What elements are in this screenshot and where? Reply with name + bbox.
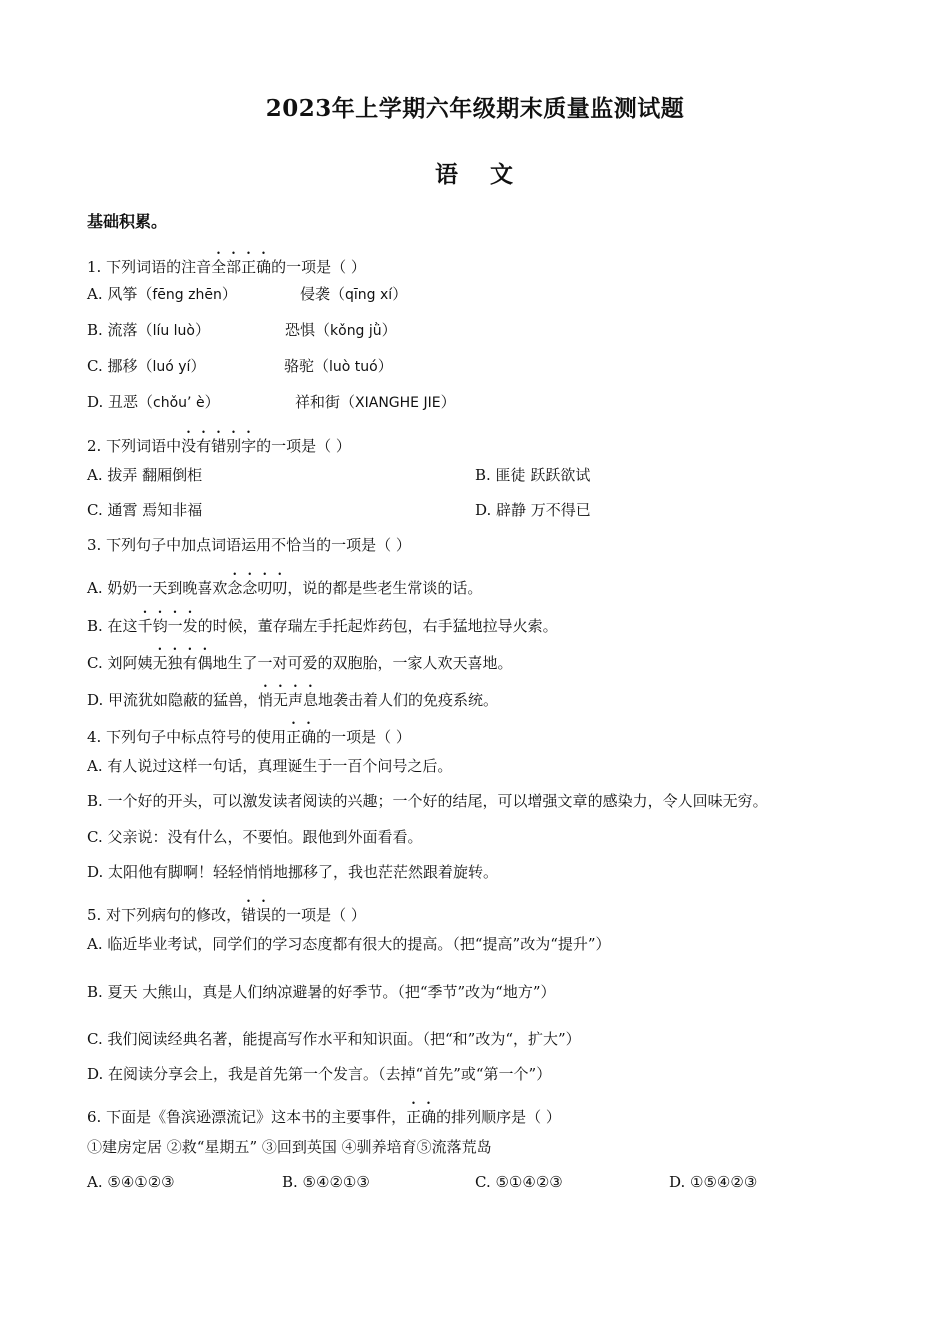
q1-a2-label: 侵袭（ bbox=[300, 285, 346, 303]
q1-d2-pinyin: XIANGHE JIE bbox=[355, 395, 441, 411]
subject-title: 语 文 bbox=[434, 161, 525, 188]
q1-a-label: A. 风筝（ bbox=[87, 285, 153, 303]
q4-option-c: C. 父亲说：没有什么，不要怕。跟他到外面看看。 bbox=[87, 828, 423, 846]
q2-option-d: D. 辟静 万不得已 bbox=[475, 501, 591, 519]
q1-b2-label: 恐惧（ bbox=[285, 321, 331, 339]
q3-b-pre: B. 在这 bbox=[87, 617, 138, 635]
q3-d-emphasis: 悄无声息 bbox=[258, 691, 319, 709]
q6-stem-emphasis: 正确 bbox=[406, 1108, 437, 1126]
q4-option-d: D. 太阳他有脚啊！轻轻悄悄地挪移了，我也茫茫然跟着旋转。 bbox=[87, 863, 499, 881]
q6-option-b: B. ⑤④②①③ bbox=[282, 1173, 370, 1191]
q1-option-c-2 bbox=[284, 356, 393, 377]
q1-d-pinyin: chǒu’ è bbox=[153, 395, 205, 411]
question-4-stem bbox=[87, 719, 411, 747]
question-6-stem bbox=[87, 1099, 561, 1127]
q1-option-c bbox=[87, 356, 205, 377]
q1-option-b-2 bbox=[285, 320, 397, 341]
q3-option-d bbox=[87, 682, 498, 710]
q6-events-list: ①建房定居 ②救“星期五” ③回到英国 ④驯养培育⑤流落荒岛 bbox=[87, 1138, 492, 1156]
q2-option-a: A. 拔弄 翻厢倒柜 bbox=[87, 466, 203, 484]
q1-option-b bbox=[87, 320, 210, 341]
q1-a-close: ） bbox=[221, 285, 237, 303]
q5-option-a: A. 临近毕业考试，同学们的学习态度都有很大的提高。（把“提高”改为“提升”） bbox=[87, 935, 611, 953]
q5-stem-post: 的一项是（ ） bbox=[271, 906, 366, 924]
q3-a-pre: A. 奶奶一天到晚喜欢 bbox=[87, 579, 228, 597]
q6-stem-post: 的排列顺序是（ ） bbox=[436, 1108, 561, 1126]
q5-option-d: D. 在阅读分享会上，我是首先第一个发言。（去掉“首先”或“第一个”） bbox=[87, 1065, 552, 1083]
question-5-stem bbox=[87, 897, 366, 925]
q2-option-b: B. 匪徒 跃跃欲试 bbox=[475, 466, 591, 484]
q3-a-post: ，说的都是些老生常谈的话。 bbox=[287, 579, 483, 597]
q1-c2-close: ） bbox=[377, 357, 393, 375]
q5-option-b: B. 夏天 大熊山，真是人们纳凉避暑的好季节。（把“季节”改为“地方”） bbox=[87, 983, 556, 1001]
q1-a-pinyin: fēng zhēn bbox=[152, 287, 222, 303]
q1-c-close: ） bbox=[190, 357, 206, 375]
q2-stem-emphasis: 没有错别字 bbox=[181, 437, 257, 455]
q5-stem-emphasis: 错误 bbox=[241, 906, 272, 924]
q3-d-pre: D. 甲流犹如隐蔽的猛兽， bbox=[87, 691, 259, 709]
q2-stem-pre: 2. 下列词语中 bbox=[87, 437, 182, 455]
page-title: 2023年上学期六年级期末质量监测试题 bbox=[265, 95, 685, 122]
q1-d-close: ） bbox=[204, 393, 220, 411]
q6-option-c: C. ⑤①④②③ bbox=[475, 1173, 563, 1191]
q3-option-b bbox=[87, 608, 558, 636]
q1-c2-label: 骆驼（ bbox=[284, 357, 330, 375]
q3-c-post: 地生了一对可爱的双胞胎，一家人欢天喜地。 bbox=[212, 654, 513, 672]
q2-stem-post: 的一项是（ ） bbox=[256, 437, 351, 455]
q4-stem-pre: 4. 下列句子中标点符号的使用 bbox=[87, 728, 287, 746]
q4-option-b: B. 一个好的开头，可以激发读者阅读的兴趣；一个好的结尾，可以增强文章的感染力，令人回味无穷。 bbox=[87, 792, 768, 810]
q3-option-c bbox=[87, 645, 513, 673]
q1-c-pinyin: luó yí bbox=[152, 359, 191, 375]
q6-option-d: D. ①⑤④②③ bbox=[669, 1173, 758, 1191]
question-2-stem bbox=[87, 428, 351, 456]
q4-option-a: A. 有人说过这样一句话，真理诞生于一百个问号之后。 bbox=[87, 757, 453, 775]
q3-a-emphasis: 念念叨叨 bbox=[227, 579, 288, 597]
question-3-stem: 3. 下列句子中加点词语运用不恰当的一项是（ ） bbox=[87, 536, 411, 554]
q1-stem-pre: 1. 下列词语的注音 bbox=[87, 258, 212, 276]
q1-d2-label: 祥和街（ bbox=[295, 393, 356, 411]
q1-option-a-2 bbox=[300, 284, 407, 305]
q1-stem-emphasis: 全部正确 bbox=[211, 258, 272, 276]
q3-d-post: 地袭击着人们的免疫系统。 bbox=[318, 691, 499, 709]
q3-c-pre: C. 刘阿姨 bbox=[87, 654, 153, 672]
q1-c2-pinyin: luò tuó bbox=[329, 359, 378, 375]
q4-stem-emphasis: 正确 bbox=[286, 728, 317, 746]
q3-b-post: 的时候，董存瑞左手托起炸药包，右手猛地拉导火索。 bbox=[197, 617, 558, 635]
question-1-stem bbox=[87, 249, 366, 277]
q1-b-close: ） bbox=[195, 321, 211, 339]
q6-stem-pre: 6. 下面是《鲁滨逊漂流记》这本书的主要事件， bbox=[87, 1108, 407, 1126]
q5-stem-pre: 5. 对下列病句的修改， bbox=[87, 906, 242, 924]
q1-a2-close: ） bbox=[392, 285, 408, 303]
q1-c-label: C. 挪移（ bbox=[87, 357, 153, 375]
q1-b2-pinyin: kǒng jǜ bbox=[330, 323, 382, 339]
q1-b2-close: ） bbox=[381, 321, 397, 339]
q1-a2-pinyin: qīng xí bbox=[345, 287, 393, 303]
q4-stem-post: 的一项是（ ） bbox=[316, 728, 411, 746]
q3-c-emphasis: 无独有偶 bbox=[152, 654, 213, 672]
q1-option-d bbox=[87, 392, 220, 413]
q5-option-c: C. 我们阅读经典名著，能提高写作水平和知识面。（把“和”改为“，扩大”） bbox=[87, 1030, 581, 1048]
q2-option-c: C. 通霄 焉知非福 bbox=[87, 501, 203, 519]
q1-b-pinyin: líu luò bbox=[152, 323, 195, 339]
q1-d2-close: ） bbox=[440, 393, 456, 411]
q1-b-label: B. 流落（ bbox=[87, 321, 153, 339]
q6-option-a: A. ⑤④①②③ bbox=[87, 1173, 175, 1191]
q1-option-d-2 bbox=[295, 392, 456, 413]
q3-option-a bbox=[87, 570, 482, 598]
q1-stem-post: 的一项是（ ） bbox=[271, 258, 366, 276]
q1-d-label: D. 丑恶（ bbox=[87, 393, 154, 411]
q3-b-emphasis: 千钧一发 bbox=[137, 617, 198, 635]
section-heading: 基础积累。 bbox=[87, 212, 168, 231]
q1-option-a bbox=[87, 284, 237, 305]
